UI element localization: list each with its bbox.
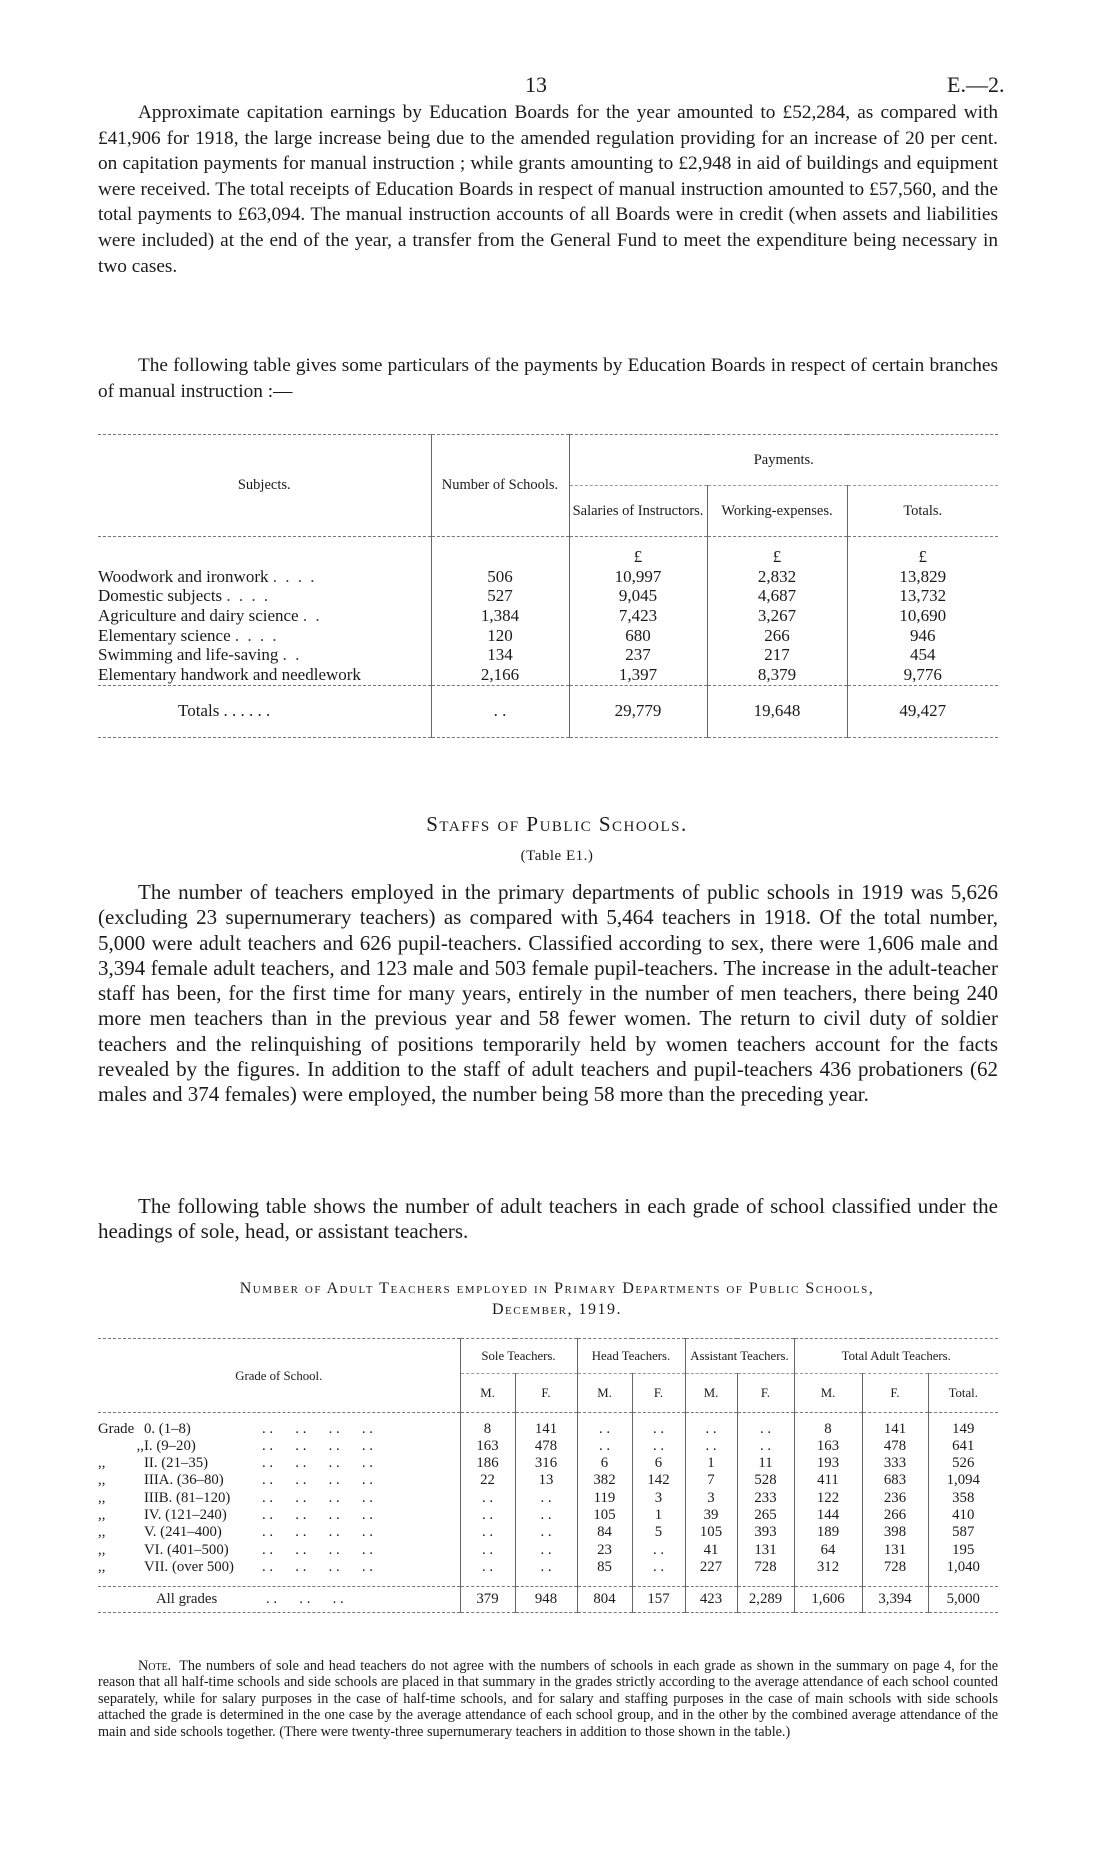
- table-row: [98, 645, 998, 665]
- subject-label: Woodwork and ironwork: [98, 566, 269, 586]
- schools-cell: 2,166: [431, 665, 569, 685]
- assistant-male-cell: 1: [685, 1455, 737, 1472]
- head-female-cell: 6: [632, 1455, 685, 1472]
- grade-prefix: Grade: [98, 1420, 135, 1437]
- leader-dots: . . . . . . . .: [262, 1541, 373, 1558]
- working-cell: 3,267: [707, 606, 847, 626]
- salaries-cell: 680: [569, 626, 707, 646]
- salaries-total: 29,779: [569, 685, 707, 737]
- total-header: Total.: [928, 1374, 998, 1413]
- head-female-cell: 1: [632, 1507, 685, 1524]
- working-cell: 8,379: [707, 665, 847, 685]
- sole-female-cell: 316: [515, 1455, 577, 1472]
- assistant-male-cell: 3: [685, 1490, 737, 1507]
- leader-dots: . .: [302, 605, 322, 625]
- head-female-cell: . .: [632, 1438, 685, 1455]
- grand-total: 5,000: [928, 1586, 998, 1612]
- sole-female-cell: . .: [515, 1524, 577, 1541]
- working-total: 19,648: [707, 685, 847, 737]
- schools-cell: 506: [431, 567, 569, 587]
- sole-male-cell: . .: [460, 1524, 515, 1541]
- total-male-cell: 122: [794, 1490, 862, 1507]
- totals-label: Totals . . . . . .: [178, 701, 271, 721]
- total-female-cell: 728: [862, 1559, 928, 1576]
- total-cell: 587: [928, 1524, 998, 1541]
- subject-label: Elementary handwork and needlework: [98, 665, 361, 685]
- total-cell: 195: [928, 1542, 998, 1559]
- assistant-male-cell: 41: [685, 1542, 737, 1559]
- assistant-female-cell: 233: [737, 1490, 794, 1507]
- total-cell: 410: [928, 1507, 998, 1524]
- grade-label: VII. (over 500): [144, 1558, 234, 1575]
- leader-dots: . . . . . . . .: [262, 1506, 373, 1523]
- head-male-total: 804: [577, 1586, 632, 1612]
- all-grades-label: All grades: [156, 1590, 218, 1607]
- table-row: [98, 1542, 998, 1559]
- salaries-cell: 1,397: [569, 665, 707, 685]
- working-cell: 217: [707, 645, 847, 665]
- assistant-female-cell: 131: [737, 1542, 794, 1559]
- leader-dots: . . . .: [272, 566, 317, 586]
- total-female-cell: 131: [862, 1542, 928, 1559]
- subject-label: Agriculture and dairy science: [98, 605, 299, 625]
- sole-header: Sole Teachers.: [460, 1339, 577, 1374]
- adult-teachers-table: [98, 1338, 998, 1613]
- table2-title-date: December, 1919.: [491, 1301, 622, 1318]
- assistant-male-cell: 39: [685, 1507, 737, 1524]
- head-female-cell: . .: [632, 1421, 685, 1438]
- total-female-cell: 266: [862, 1507, 928, 1524]
- head-female-cell: . .: [632, 1559, 685, 1576]
- grade-prefix: ,,: [136, 1437, 144, 1454]
- total-female-cell: 141: [862, 1421, 928, 1438]
- sole-female-cell: 478: [515, 1438, 577, 1455]
- grade-prefix: ,,: [98, 1455, 106, 1472]
- grade-label: V. (241–400): [144, 1524, 222, 1541]
- total-cell: 641: [928, 1438, 998, 1455]
- assistant-female-cell: 528: [737, 1472, 794, 1489]
- head-female-cell: 3: [632, 1490, 685, 1507]
- leader-dots: . . . . . .: [266, 1590, 344, 1607]
- grade-prefix: ,,: [98, 1524, 106, 1541]
- total-cell: 946: [847, 626, 998, 646]
- female-header: F.: [862, 1374, 928, 1413]
- total-female-cell: 683: [862, 1472, 928, 1489]
- staffs-subheading: (Table E1.): [520, 848, 594, 864]
- total-male-cell: 163: [794, 1438, 862, 1455]
- assistant-female-cell: 265: [737, 1507, 794, 1524]
- head-female-total: 157: [632, 1586, 685, 1612]
- assistant-male-total: 423: [685, 1586, 737, 1612]
- manual-instruction-payments-table: [98, 434, 998, 738]
- head-female-cell: 5: [632, 1524, 685, 1541]
- table-row: [98, 1507, 998, 1524]
- female-header: F.: [737, 1374, 794, 1413]
- total-cell: 13,829: [847, 567, 998, 587]
- subject-label: Swimming and life-saving: [98, 645, 279, 665]
- table-row: [98, 1524, 998, 1541]
- assistant-female-cell: . .: [737, 1438, 794, 1455]
- head-male-cell: . .: [577, 1438, 632, 1455]
- assistant-male-cell: . .: [685, 1421, 737, 1438]
- schools-cell: 134: [431, 645, 569, 665]
- assistant-female-cell: 393: [737, 1524, 794, 1541]
- head-female-cell: 142: [632, 1472, 685, 1489]
- totals-row: [98, 685, 998, 737]
- total-cell: 526: [928, 1455, 998, 1472]
- currency-symbol: £: [847, 537, 998, 567]
- leader-dots: . .: [282, 645, 302, 665]
- male-header: M.: [577, 1374, 632, 1413]
- table-note: [98, 1658, 998, 1740]
- table-row: [98, 1559, 998, 1576]
- currency-symbol: £: [569, 537, 707, 567]
- total-cell: 358: [928, 1490, 998, 1507]
- grade-label: IIIB. (81–120): [144, 1489, 231, 1506]
- grand-total: 49,427: [847, 685, 998, 737]
- total-male-cell: 411: [794, 1472, 862, 1489]
- sole-male-cell: . .: [460, 1507, 515, 1524]
- salaries-cell: 10,997: [569, 567, 707, 587]
- sole-female-cell: 141: [515, 1421, 577, 1438]
- head-male-cell: 119: [577, 1490, 632, 1507]
- total-cell: 13,732: [847, 586, 998, 606]
- total-adult-header: Total Adult Teachers.: [794, 1339, 998, 1374]
- sole-male-cell: . .: [460, 1542, 515, 1559]
- grade-prefix: ,,: [98, 1541, 106, 1558]
- sole-male-cell: . .: [460, 1490, 515, 1507]
- head-male-cell: 105: [577, 1507, 632, 1524]
- grade-label: 0. (1–8): [144, 1420, 191, 1437]
- schools-cell: 1,384: [431, 606, 569, 626]
- working-header: Working-expenses.: [707, 486, 847, 537]
- table-row: [98, 1472, 998, 1489]
- head-female-cell: . .: [632, 1542, 685, 1559]
- table-row: [98, 665, 998, 685]
- sole-male-cell: 8: [460, 1421, 515, 1438]
- head-male-cell: 85: [577, 1559, 632, 1576]
- sole-female-total: 948: [515, 1586, 577, 1612]
- total-female-cell: 236: [862, 1490, 928, 1507]
- grade-label: IIIA. (36–80): [144, 1472, 224, 1489]
- sole-female-cell: 13: [515, 1472, 577, 1489]
- leader-dots: . . . .: [234, 625, 279, 645]
- table-row: [98, 586, 998, 606]
- salaries-cell: 237: [569, 645, 707, 665]
- sole-male-total: 379: [460, 1586, 515, 1612]
- currency-symbol: £: [707, 537, 847, 567]
- salaries-header: Salaries of Instructors.: [569, 486, 707, 537]
- sole-female-cell: . .: [515, 1507, 577, 1524]
- head-male-cell: . .: [577, 1421, 632, 1438]
- total-cell: 1,094: [928, 1472, 998, 1489]
- assistant-male-cell: 7: [685, 1472, 737, 1489]
- leader-dots: . . . . . . . .: [262, 1420, 373, 1437]
- sole-female-cell: . .: [515, 1559, 577, 1576]
- leader-dots: . . . .: [226, 586, 271, 606]
- total-cell: 10,690: [847, 606, 998, 626]
- working-cell: 2,832: [707, 567, 847, 587]
- table-row: [98, 1438, 998, 1455]
- subject-label: Elementary science: [98, 625, 231, 645]
- capitation-paragraph: Approximate capitation earnings by Education Boards for the year amounted to £52,284, as compared with £41,906 for 1918, the large increase being due to the amended regulation providing for an increase of 20 per cent. on capitation payments for manual instruction ; while grants amounting to £2,948 in aid of buildings and equipment were received. The total receipts of Education Boards in respect of manual instruction amounted to £57,560, and the total payments to £63,094. The manual instruction accounts of all Boards were in credit (when assets and liabilities were included) at the end of the year, a transfer from the General Fund to meet the expenditure being necessary in two cases.: [98, 102, 998, 277]
- totals-header: Totals.: [847, 486, 998, 537]
- staffs-heading: Staffs of Public Schools.: [426, 812, 688, 836]
- subject-label: Domestic subjects: [98, 586, 223, 606]
- total-male-total: 1,606: [794, 1586, 862, 1612]
- table-row: [98, 606, 998, 626]
- teachers-paragraph: The number of teachers employed in the primary departments of public schools in 1919 was 5,626 (excluding 23 supernumerary teachers) as compared with 5,464 teachers in 1918. Of the total number, 5,000 were adult teachers and 626 pupil-teachers. Classified according to sex, there were 1,606 male and 3,394 female adult teachers, and 123 male and 503 female pupil-teachers. The increase in the adult-teacher staff has been, for the first time for many years, entirely in the number of men teachers, there being 240 more men teachers than in the previous year and 58 fewer women. The return to civil duty of soldier teachers and the relinquishing of positions temporarily held by women teachers account for the facts revealed by the figures. In addition to the staff of adult teachers and pupil-teachers 436 probationers (62 males and 374 females) were employed, the number being 58 more than the preceding year.: [98, 880, 998, 1107]
- sole-male-cell: 186: [460, 1455, 515, 1472]
- head-male-cell: 6: [577, 1455, 632, 1472]
- table-row: [98, 1421, 998, 1438]
- leader-dots: . . . . . . . .: [262, 1558, 373, 1575]
- grade-prefix: ,,: [98, 1506, 106, 1523]
- leader-dots: . . . . . . . .: [262, 1489, 373, 1506]
- total-female-cell: 398: [862, 1524, 928, 1541]
- total-female-cell: 478: [862, 1438, 928, 1455]
- schools-cell: 527: [431, 586, 569, 606]
- page-reference: E.—2.: [947, 72, 1005, 97]
- schools-total: . .: [431, 685, 569, 737]
- sole-female-cell: . .: [515, 1490, 577, 1507]
- grade-label: VI. (401–500): [144, 1541, 229, 1558]
- working-cell: 266: [707, 626, 847, 646]
- leader-dots: . . . . . . . .: [262, 1455, 373, 1472]
- payments-header: Payments.: [569, 435, 998, 486]
- total-cell: 1,040: [928, 1559, 998, 1576]
- grade-table-intro: The following table shows the number of adult teachers in each grade of school classified under the headings of sole, head, or assistant teachers.: [98, 1194, 998, 1244]
- head-male-cell: 23: [577, 1542, 632, 1559]
- grade-header: Grade of School.: [98, 1339, 460, 1413]
- grade-prefix: ,,: [98, 1489, 106, 1506]
- leader-dots: . . . . . . . .: [262, 1524, 373, 1541]
- page-number: 13: [525, 72, 547, 97]
- table-intro-paragraph: The following table gives some particulars of the payments by Education Boards in respect of certain branches of manual instruction :—: [98, 355, 998, 402]
- total-male-cell: 312: [794, 1559, 862, 1576]
- total-cell: 149: [928, 1421, 998, 1438]
- total-female-cell: 333: [862, 1455, 928, 1472]
- grade-prefix: ,,: [98, 1558, 106, 1575]
- male-header: M.: [460, 1374, 515, 1413]
- head-header: Head Teachers.: [577, 1339, 685, 1374]
- total-male-cell: 64: [794, 1542, 862, 1559]
- female-header: F.: [632, 1374, 685, 1413]
- total-male-cell: 144: [794, 1507, 862, 1524]
- sole-female-cell: . .: [515, 1542, 577, 1559]
- grade-label: II. (21–35): [144, 1455, 209, 1472]
- assistant-male-cell: 105: [685, 1524, 737, 1541]
- grade-prefix: ,,: [98, 1472, 106, 1489]
- assistant-female-total: 2,289: [737, 1586, 794, 1612]
- leader-dots: . . . . . . . .: [262, 1437, 373, 1454]
- total-male-cell: 8: [794, 1421, 862, 1438]
- assistant-female-cell: 728: [737, 1559, 794, 1576]
- total-cell: 454: [847, 645, 998, 665]
- table-row: [98, 1490, 998, 1507]
- sole-male-cell: . .: [460, 1559, 515, 1576]
- leader-dots: . . . . . . . .: [262, 1472, 373, 1489]
- total-male-cell: 189: [794, 1524, 862, 1541]
- assistant-female-cell: 11: [737, 1455, 794, 1472]
- salaries-cell: 7,423: [569, 606, 707, 626]
- head-male-cell: 84: [577, 1524, 632, 1541]
- salaries-cell: 9,045: [569, 586, 707, 606]
- working-cell: 4,687: [707, 586, 847, 606]
- sole-male-cell: 163: [460, 1438, 515, 1455]
- male-header: M.: [794, 1374, 862, 1413]
- schools-header: Number of Schools.: [431, 435, 569, 537]
- assistant-male-cell: 227: [685, 1559, 737, 1576]
- all-grades-row: [98, 1586, 998, 1612]
- schools-cell: 120: [431, 626, 569, 646]
- total-male-cell: 193: [794, 1455, 862, 1472]
- assistant-header: Assistant Teachers.: [685, 1339, 794, 1374]
- grade-label: I. (9–20): [144, 1437, 196, 1454]
- table2-title: Number of Adult Teachers employed in Primary Departments of Public Schools,: [239, 1280, 875, 1297]
- head-male-cell: 382: [577, 1472, 632, 1489]
- note-label: Note.: [138, 1658, 172, 1674]
- male-header: M.: [685, 1374, 737, 1413]
- grade-label: IV. (121–240): [144, 1506, 227, 1523]
- table-row: [98, 1455, 998, 1472]
- female-header: F.: [515, 1374, 577, 1413]
- sole-male-cell: 22: [460, 1472, 515, 1489]
- table-row: [98, 626, 998, 646]
- assistant-male-cell: . .: [685, 1438, 737, 1455]
- subjects-header: Subjects.: [98, 435, 431, 537]
- total-female-total: 3,394: [862, 1586, 928, 1612]
- note-text: The numbers of sole and head teachers do not agree with the numbers of schools in each grade as shown in the summary on page 4, for the reason that all half-time schools and side schools are placed in that summary in the grades strictly according to the average attendance of each school counted separately, while for salary purposes in the case of half-time schools, and for salary and staffing purposes in the case of main schools with side schools attached the grade is determined in the one case by the average attendance of each school group, and in the other by the combined average attendance of the main and side schools together. (There were twenty-three supernumerary teachers in addition to those shown in the table.): [98, 1658, 998, 1740]
- total-cell: 9,776: [847, 665, 998, 685]
- table-row: [98, 567, 998, 587]
- assistant-female-cell: . .: [737, 1421, 794, 1438]
